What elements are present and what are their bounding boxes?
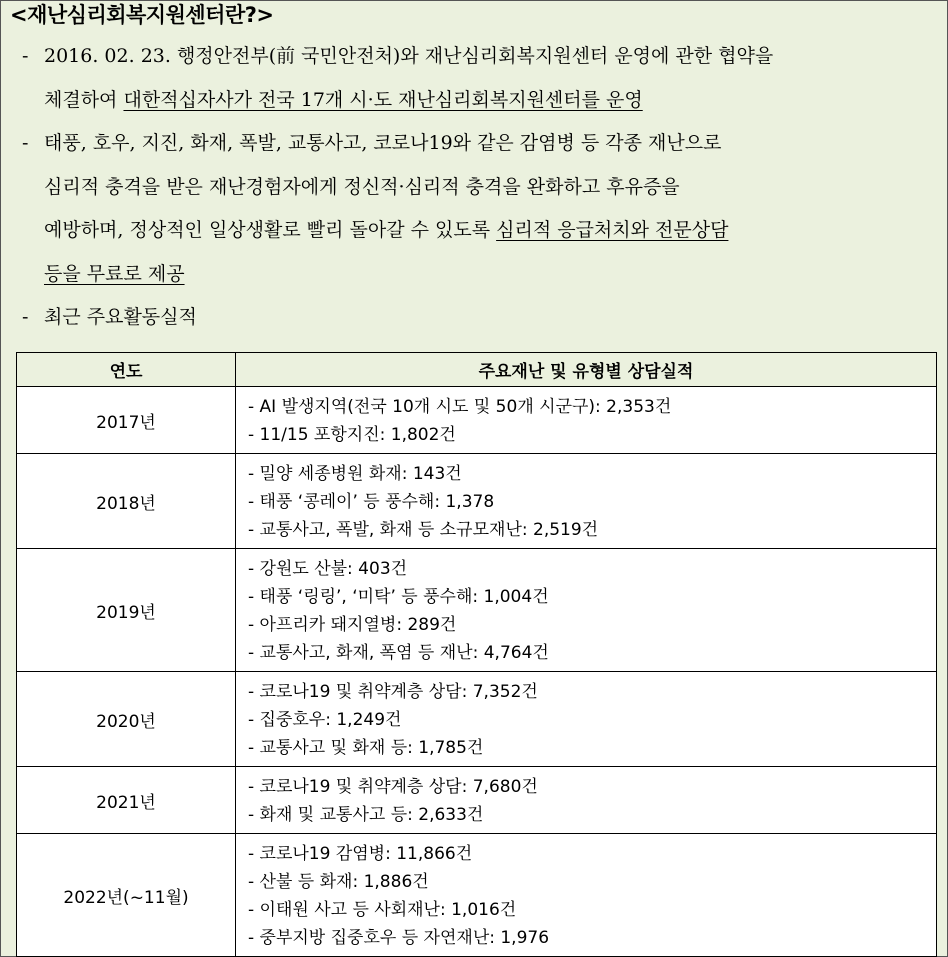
activity-cell xyxy=(236,387,937,454)
bullet-1-line-1 xyxy=(22,35,932,79)
year-cell: 2019년 xyxy=(17,549,236,672)
table-row xyxy=(17,834,937,957)
activity-cell xyxy=(236,454,937,549)
activity-item: - 집중호우: 1,249건 xyxy=(248,710,402,730)
activity-item: - 태풍 ‘링링’, ‘미탁’ 등 풍수해: 1,004건 xyxy=(248,587,549,607)
bullet-1-text xyxy=(44,35,940,79)
bullet-2-line-4 xyxy=(22,253,932,297)
activity-table xyxy=(16,352,937,957)
bullet-1-line-2-underlined: 대한적십자사가 전국 17개 시·도 재난심리회복지원센터를 운영 xyxy=(123,88,643,111)
bullet-2-line-3 xyxy=(22,209,932,253)
activity-item: - 산불 등 화재: 1,886건 xyxy=(248,872,429,892)
activity-item: - 교통사고 및 화재 등: 1,785건 xyxy=(248,738,484,758)
bullet-2-line-1-text: 태풍, 호우, 지진, 화재, 폭발, 교통사고, 코로나19와 같은 감염병 등 각종 재난으로 xyxy=(44,132,722,154)
activity-cell xyxy=(236,672,937,767)
activity-item: - 코로나19 감염병: 11,866건 xyxy=(248,844,473,864)
activity-item: - 아프리카 돼지열병: 289건 xyxy=(248,615,457,635)
table-body xyxy=(17,387,937,957)
bullet-3 xyxy=(22,296,932,340)
activity-item: - 코로나19 및 취약계층 상담: 7,680건 xyxy=(248,777,538,797)
activity-cell xyxy=(236,549,937,672)
header-year: 연도 xyxy=(17,353,236,387)
bullet-2-line-2 xyxy=(22,166,932,210)
bullet-2-line-3-text xyxy=(44,209,728,253)
bullet-dash: - xyxy=(22,132,29,154)
section-heading: <재난심리회복지원센터란?> xyxy=(10,3,274,27)
activity-item: - 교통사고, 폭발, 화재 등 소규모재난: 2,519건 xyxy=(248,520,599,540)
bullet-2-line-1 xyxy=(22,122,932,166)
bullet-1-line-2-text xyxy=(44,79,643,123)
table-row xyxy=(17,672,937,767)
bullet-1-line-2-plain: 체결하여 xyxy=(44,88,124,111)
header-activity: 주요재난 및 유형별 상담실적 xyxy=(236,353,937,387)
activity-item: - 밀양 세종병원 화재: 143건 xyxy=(248,464,462,484)
bullet-1-line-2 xyxy=(22,79,932,123)
activity-cell xyxy=(236,834,937,957)
bullet-1-line-1-text: 2016. 02. 23. 행정안전부(前 국민안전처)와 재난심리회복지원센터 운영에 관한 협약을 xyxy=(44,45,774,67)
year-cell: 2020년 xyxy=(17,672,236,767)
bullet-2-line-2-text: 심리적 충격을 받은 재난경험자에게 정신적·심리적 충격을 완화하고 후유증을 xyxy=(44,175,680,198)
activity-item: - 코로나19 및 취약계층 상담: 7,352건 xyxy=(248,682,538,702)
table-row xyxy=(17,549,937,672)
bullet-dash: - xyxy=(22,45,29,67)
bullet-3-text: 최근 주요활동실적 xyxy=(44,306,197,328)
activity-item: - AI 발생지역(전국 10개 시도 및 50개 시군구): 2,353건 xyxy=(248,397,672,417)
table-row xyxy=(17,454,937,549)
bullet-list xyxy=(22,35,932,340)
activity-item: - 화재 및 교통사고 등: 2,633건 xyxy=(248,805,484,825)
year-cell: 2021년 xyxy=(17,767,236,834)
year-cell: 2022년(~11월) xyxy=(17,834,236,957)
table-header-row xyxy=(17,353,937,387)
table-row xyxy=(17,767,937,834)
activity-item: - 교통사고, 화재, 폭염 등 재난: 4,764건 xyxy=(248,643,549,663)
activity-item: - 11/15 포항지진: 1,802건 xyxy=(248,425,456,445)
activity-item: - 태풍 ‘콩레이’ 등 풍수해: 1,378 xyxy=(248,492,495,512)
year-cell: 2017년 xyxy=(17,387,236,454)
year-cell: 2018년 xyxy=(17,454,236,549)
activity-cell xyxy=(236,767,937,834)
bullet-2-line-3-underlined: 심리적 응급처치와 전문상담 xyxy=(496,219,729,241)
activity-item: - 강원도 산불: 403건 xyxy=(248,559,408,579)
activity-item: - 이태원 사고 등 사회재난: 1,016건 xyxy=(248,900,517,920)
bullet-dash: - xyxy=(22,306,29,328)
bullet-2-line-4-underlined: 등을 무료로 제공 xyxy=(44,262,185,285)
bullet-2-line-3-plain: 예방하며, 정상적인 일상생활로 빨리 돌아갈 수 있도록 xyxy=(44,219,497,241)
table-row xyxy=(17,387,937,454)
activity-item: - 중부지방 집중호우 등 자연재난: 1,976 xyxy=(248,928,550,948)
